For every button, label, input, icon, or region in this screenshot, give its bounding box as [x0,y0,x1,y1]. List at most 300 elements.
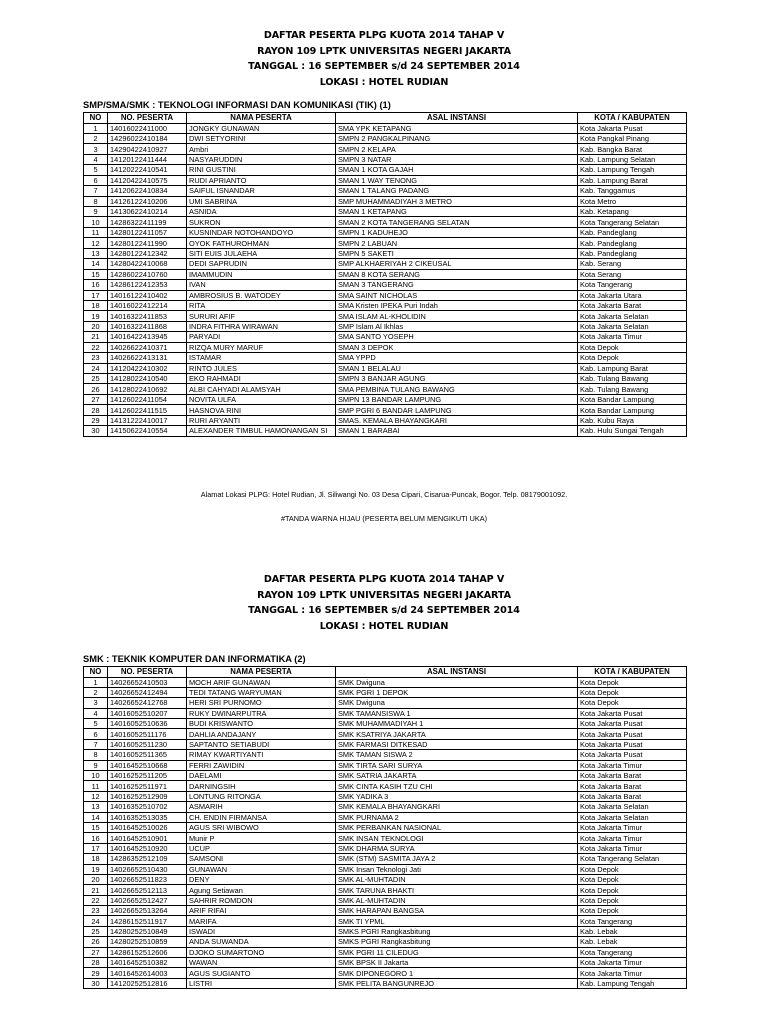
cell-kota: Kab. Kubu Raya [578,415,687,425]
cell-kota: Kota Depok [578,342,687,352]
table-header-row [84,667,687,678]
cell-no-peserta: 14026652512113 [108,885,187,895]
cell-kota: Kota Jakarta Selatan [578,812,687,822]
cell-kota: Kota Depok [578,687,687,697]
cell-no: 17 [84,843,108,853]
cell-instansi: SMK TI YPML [336,916,578,926]
cell-kota: Kota Jakarta Utara [578,290,687,300]
cell-instansi: SMK TAMAN SISWA 2 [336,750,578,760]
cell-kota: Kota Tangerang Selatan [578,854,687,864]
cell-kota: Kota Tangerang [578,280,687,290]
cell-kota: Kota Jakarta Timur [578,833,687,843]
cell-no: 7 [84,739,108,749]
cell-kota: Kota Jakarta Timur [578,958,687,968]
cell-kota: Kota Serang [578,269,687,279]
cell-instansi: SMAN 1 KETAPANG [336,207,578,217]
cell-nama: ANDA SUWANDA [187,937,336,947]
section1-rayon: RAYON 109 LPTK UNIVERSITAS NEGERI JAKARTA [257,45,511,57]
table-row [84,300,687,310]
table-row [84,207,687,217]
cell-no-peserta: 14120422410302 [108,363,187,373]
cell-no-peserta: 14120252512816 [108,978,187,988]
cell-kota: Kota Pangkal Pinang [578,133,687,143]
table-row [84,363,687,373]
cell-kota: Kota Jakarta Pusat [578,750,687,760]
cell-nama: SAHRIR ROMDON [187,895,336,905]
cell-no: 27 [84,947,108,957]
cell-no: 9 [84,760,108,770]
cell-kota: Kab. Bangka Barat [578,144,687,154]
cell-kota: Kab. Lampung Tengah [578,978,687,988]
table-row [84,321,687,331]
cell-nama: DAELAMI [187,771,336,781]
cell-no: 24 [84,363,108,373]
cell-nama: Ambri [187,144,336,154]
cell-instansi: SMK PGRI 11 CILEDUG [336,947,578,957]
cell-instansi: SMAN 8 KOTA SERANG [336,269,578,279]
cell-no-peserta: 14280122412342 [108,248,187,258]
cell-instansi: SMK MUHAMMADIYAH 1 [336,719,578,729]
cell-no-peserta: 14016322411853 [108,311,187,321]
cell-no: 25 [84,374,108,384]
cell-no: 20 [84,321,108,331]
table-row [84,719,687,729]
cell-no: 11 [84,781,108,791]
cell-kota: Kota Jakarta Pusat [578,123,687,133]
cell-nama: AMBROSIUS B. WATODEY [187,290,336,300]
cell-no: 17 [84,290,108,300]
cell-no: 29 [84,968,108,978]
col-header-kota: KOTA / KABUPATEN [578,113,687,124]
cell-kota: Kab. Lampung Barat [578,363,687,373]
cell-no-peserta: 14016052510207 [108,708,187,718]
cell-kota: Kota Depok [578,353,687,363]
cell-no-peserta: 14026652412494 [108,687,187,697]
cell-no: 8 [84,196,108,206]
cell-kota: Kota Jakarta Barat [578,781,687,791]
table-row [84,342,687,352]
cell-nama: ALBI CAHYADI ALAMSYAH [187,384,336,394]
cell-nama: RUKY DWINARPUTRA [187,708,336,718]
cell-kota: Kab. Tulang Bawang [578,374,687,384]
cell-nama: DARNINGSIH [187,781,336,791]
section1-subtitle: SMP/SMA/SMK : TEKNOLOGI INFORMASI DAN KOMUNIKASI (TIK) (1) [83,100,391,110]
cell-nama: DJOKO SUMARTONO [187,947,336,957]
cell-instansi: SMK DHARMA SURYA [336,843,578,853]
cell-no-peserta: 14296022410184 [108,133,187,143]
col-header-no: NO [84,667,108,678]
table-row [84,394,687,404]
cell-instansi: SMPN 13 BANDAR LAMPUNG [336,394,578,404]
cell-nama: HASNOVA RINI [187,405,336,415]
cell-no-peserta: 14016452510026 [108,822,187,832]
cell-instansi: SMK INSAN TEKNOLOGI [336,833,578,843]
cell-no-peserta: 14016052511176 [108,729,187,739]
cell-no-peserta: 14286322411199 [108,217,187,227]
cell-kota: Kota Depok [578,885,687,895]
cell-nama: DWI SETYORINI [187,133,336,143]
cell-no-peserta: 14126022411515 [108,405,187,415]
cell-no-peserta: 14280422410068 [108,259,187,269]
cell-no-peserta: 14026622413131 [108,353,187,363]
cell-no-peserta: 14016452614003 [108,968,187,978]
cell-kota: Kota Bandar Lampung [578,394,687,404]
table-row [84,802,687,812]
cell-kota: Kab. Lebak [578,937,687,947]
cell-kota: Kab. Lampung Barat [578,175,687,185]
col-header-no: NO [84,113,108,124]
cell-no: 16 [84,280,108,290]
cell-instansi: SMA ISLAM AL-KHOLIDIN [336,311,578,321]
section2-location: LOKASI : HOTEL RUDIAN [319,620,449,632]
cell-no: 14 [84,812,108,822]
col-header-no-peserta: NO. PESERTA [108,667,187,678]
cell-no: 6 [84,729,108,739]
cell-no-peserta: 14126122410206 [108,196,187,206]
cell-no-peserta: 14016252511205 [108,771,187,781]
cell-no: 23 [84,353,108,363]
cell-instansi: SMAN 1 BELALAU [336,363,578,373]
table-row [84,238,687,248]
cell-no: 9 [84,207,108,217]
section1-table [83,112,687,437]
cell-no-peserta: 14016052511230 [108,739,187,749]
cell-no: 30 [84,978,108,988]
cell-kota: Kota Jakarta Timur [578,760,687,770]
cell-instansi: SMK TAMANSISWA 1 [336,708,578,718]
cell-instansi: SMK TARUNA BHAKTI [336,885,578,895]
cell-no: 5 [84,165,108,175]
legend-note: #TANDA WARNA HIJAU (PESERTA BELUM MENGIKUTI UKA) [280,514,488,523]
cell-nama: Agung Setiawan [187,885,336,895]
cell-no: 1 [84,677,108,687]
cell-kota: Kota Jakarta Timur [578,822,687,832]
cell-instansi: SMA PEMBINA TULANG BAWANG [336,384,578,394]
cell-no: 16 [84,833,108,843]
cell-instansi: SMAN 2 KOTA TANGERANG SELATAN [336,217,578,227]
cell-instansi: SMA Kristen IPEKA Puri Indah [336,300,578,310]
cell-no: 4 [84,708,108,718]
cell-no-peserta: 14286122412353 [108,280,187,290]
cell-kota: Kota Jakarta Selatan [578,311,687,321]
cell-no-peserta: 14286152511917 [108,916,187,926]
cell-nama: ASMARIH [187,802,336,812]
cell-nama: RIZQA MURY MARUF [187,342,336,352]
cell-nama: CH. ENDIN FIRMANSA [187,812,336,822]
cell-instansi: SMAN 1 BARABAI [336,426,578,436]
cell-no: 10 [84,217,108,227]
cell-nama: SURURI AFIF [187,311,336,321]
cell-no-peserta: 14286352512109 [108,854,187,864]
cell-no-peserta: 14286022410760 [108,269,187,279]
cell-no-peserta: 14016052510636 [108,719,187,729]
cell-kota: Kota Depok [578,677,687,687]
table-row [84,426,687,436]
table-row [84,771,687,781]
cell-nama: MOCH ARIF GUNAWAN [187,677,336,687]
cell-kota: Kota Tangerang [578,916,687,926]
cell-no-peserta: 14026652510430 [108,864,187,874]
cell-instansi: SMK AL-MUHTADIN [336,895,578,905]
cell-kota: Kab. Pandeglang [578,238,687,248]
cell-kota: Kota Jakarta Barat [578,300,687,310]
cell-kota: Kab. Tulang Bawang [578,384,687,394]
cell-no-peserta: 14026622410371 [108,342,187,352]
table-row [84,906,687,916]
table-row [84,259,687,269]
cell-instansi: SMK FARMASI DITKESAD [336,739,578,749]
table-row [84,895,687,905]
cell-no-peserta: 14290422410927 [108,144,187,154]
cell-instansi: SMK PGRI 1 DEPOK [336,687,578,697]
cell-nama: NASYARUDDIN [187,154,336,164]
section2-table [83,666,687,989]
cell-no: 28 [84,405,108,415]
cell-instansi: SMA SAINT NICHOLAS [336,290,578,300]
cell-instansi: SMAN 1 TALANG PADANG [336,186,578,196]
cell-no-peserta: 14016452510668 [108,760,187,770]
cell-nama: ALEXANDER TIMBUL HAMONANGAN SI [187,426,336,436]
section1-title: DAFTAR PESERTA PLPG KUOTA 2014 TAHAP V [263,30,505,41]
cell-kota: Kota Tangerang Selatan [578,217,687,227]
cell-no-peserta: 14026652410503 [108,677,187,687]
table-row [84,854,687,864]
cell-no-peserta: 14280252510849 [108,926,187,936]
cell-instansi: SMAN 1 KOTA GAJAH [336,165,578,175]
cell-no-peserta: 14016452510901 [108,833,187,843]
cell-nama: SAMSONI [187,854,336,864]
cell-kota: Kota Metro [578,196,687,206]
table-row [84,885,687,895]
cell-nama: RINI GUSTINI [187,165,336,175]
table-row [84,269,687,279]
table-row [84,833,687,843]
cell-nama: MARIFA [187,916,336,926]
cell-no: 14 [84,259,108,269]
cell-instansi: SMKS PGRI Rangkasbitung [336,937,578,947]
section2-header [0,572,768,634]
table-row [84,926,687,936]
table-row [84,217,687,227]
table-row [84,290,687,300]
cell-no: 11 [84,227,108,237]
cell-instansi: SMA YPPD [336,353,578,363]
cell-instansi: SMK (STM) SASMITA JAYA 2 [336,854,578,864]
cell-instansi: SMK AL-MUHTADIN [336,874,578,884]
cell-no: 23 [84,906,108,916]
cell-kota: Kota Tangerang [578,947,687,957]
cell-nama: Munir P [187,833,336,843]
table-row [84,154,687,164]
cell-kota: Kota Bandar Lampung [578,405,687,415]
table-row [84,311,687,321]
cell-nama: PARYADI [187,332,336,342]
cell-instansi: SMPN 2 KELAPA [336,144,578,154]
cell-no-peserta: 14016352513035 [108,812,187,822]
cell-nama: RURI ARYANTI [187,415,336,425]
cell-instansi: SMPN 3 BANJAR AGUNG [336,374,578,384]
cell-nama: ASNIDA [187,207,336,217]
table-row [84,144,687,154]
cell-kota: Kota Jakarta Timur [578,332,687,342]
table-row [84,248,687,258]
cell-instansi: SMAN 3 DEPOK [336,342,578,352]
table-row [84,708,687,718]
cell-instansi: SMAS. KEMALA BHAYANGKARI [336,415,578,425]
cell-nama: WAWAN [187,958,336,968]
cell-instansi: SMPN 5 SAKETI [336,248,578,258]
cell-no: 13 [84,248,108,258]
cell-no-peserta: 14026652513264 [108,906,187,916]
cell-kota: Kab. Lebak [578,926,687,936]
cell-nama: TEDI TATANG WARYUMAN [187,687,336,697]
cell-instansi: SMKS PGRI Rangkasbitung [336,926,578,936]
cell-nama: HERI SRI PURNOMO [187,698,336,708]
cell-no: 21 [84,332,108,342]
cell-kota: Kota Depok [578,698,687,708]
cell-kota: Kota Jakarta Pusat [578,719,687,729]
cell-instansi: SMK PERBANKAN NASIONAL [336,822,578,832]
cell-no-peserta: 14131222410017 [108,415,187,425]
cell-no-peserta: 14026652412768 [108,698,187,708]
cell-instansi: SMK SATRIA JAKARTA [336,771,578,781]
table-row [84,175,687,185]
table-row [84,781,687,791]
cell-instansi: SMK HARAPAN BANGSA [336,906,578,916]
cell-no-peserta: 14128022410692 [108,384,187,394]
cell-instansi: SMA SANTO YOSEPH [336,332,578,342]
cell-kota: Kota Jakarta Barat [578,771,687,781]
cell-no: 18 [84,854,108,864]
cell-no-peserta: 14150622410554 [108,426,187,436]
cell-no-peserta: 14120422410575 [108,175,187,185]
section2-rayon: RAYON 109 LPTK UNIVERSITAS NEGERI JAKARTA [257,589,511,601]
cell-no-peserta: 14016122410402 [108,290,187,300]
table-row [84,677,687,687]
cell-nama: BUDI KRISWANTO [187,719,336,729]
cell-kota: Kota Jakarta Barat [578,791,687,801]
cell-no: 18 [84,300,108,310]
cell-no: 20 [84,874,108,884]
cell-instansi: SMK KSATRIYA JAKARTA [336,729,578,739]
cell-nama: RUDI APRIANTO [187,175,336,185]
cell-kota: Kota Depok [578,864,687,874]
table-row [84,384,687,394]
table-row [84,186,687,196]
cell-instansi: SMP Islam Al Ikhlas [336,321,578,331]
cell-kota: Kota Jakarta Selatan [578,802,687,812]
cell-nama: ARIF RIFAI [187,906,336,916]
cell-no: 24 [84,916,108,926]
cell-nama: SAPTANTO SETIABUDI [187,739,336,749]
table-row [84,165,687,175]
table-row [84,822,687,832]
cell-nama: RITA [187,300,336,310]
cell-instansi: SMPN 1 KADUHEJO [336,227,578,237]
cell-instansi: SMAN 3 TANGERANG [336,280,578,290]
cell-nama: UCUP [187,843,336,853]
cell-no-peserta: 14120622410834 [108,186,187,196]
cell-kota: Kota Jakarta Selatan [578,321,687,331]
cell-no: 15 [84,269,108,279]
cell-instansi: SMAN 1 WAY TENONG [336,175,578,185]
section2-subtitle: SMK : TEKNIK KOMPUTER DAN INFORMATIKA (2) [83,654,306,664]
table-row [84,687,687,697]
cell-no-peserta: 14016452510920 [108,843,187,853]
cell-nama: KUSNINDAR NOTOHANDOYO [187,227,336,237]
cell-nama: DEDI SAPRUDIN [187,259,336,269]
table-row [84,196,687,206]
cell-nama: OYOK FATHUROHMAN [187,238,336,248]
cell-nama: FERRI ZAWIDIN [187,760,336,770]
cell-instansi: SMK BPSK II Jakarta [336,958,578,968]
col-header-nama: NAMA PESERTA [187,667,336,678]
cell-kota: Kab. Serang [578,259,687,269]
table-row [84,123,687,133]
section1-date: TANGGAL : 16 SEPTEMBER s/d 24 SEPTEMBER 2014 [248,61,520,73]
section1-header [0,28,768,90]
table-row [84,864,687,874]
cell-instansi: SMK KEMALA BHAYANGKARI [336,802,578,812]
cell-nama: JONGKY GUNAWAN [187,123,336,133]
cell-instansi: SMK Insan Teknologi Jati [336,864,578,874]
cell-no-peserta: 14026652511823 [108,874,187,884]
cell-no: 8 [84,750,108,760]
table-row [84,133,687,143]
cell-no-peserta: 14016052511365 [108,750,187,760]
cell-no: 3 [84,698,108,708]
table-row [84,280,687,290]
cell-nama: NOVITA ULFA [187,394,336,404]
cell-no: 1 [84,123,108,133]
cell-no-peserta: 14016252512909 [108,791,187,801]
section2-title: DAFTAR PESERTA PLPG KUOTA 2014 TAHAP V [263,574,505,585]
section2-date: TANGGAL : 16 SEPTEMBER s/d 24 SEPTEMBER 2014 [248,605,520,617]
cell-no-peserta: 14016022412214 [108,300,187,310]
cell-instansi: SMPN 3 NATAR [336,154,578,164]
cell-instansi: SMK Dwiguna [336,698,578,708]
table-row [84,843,687,853]
cell-nama: AGUS SRI WIBOWO [187,822,336,832]
cell-instansi: SMK YADIKA 3 [336,791,578,801]
cell-kota: Kab. Pandeglang [578,248,687,258]
table-row [84,916,687,926]
cell-nama: RINTO JULES [187,363,336,373]
cell-no-peserta: 14130622410214 [108,207,187,217]
cell-nama: SUKRON [187,217,336,227]
cell-no: 5 [84,719,108,729]
cell-no: 25 [84,926,108,936]
table-row [84,968,687,978]
cell-no: 19 [84,864,108,874]
cell-instansi: SMP MUHAMMADIYAH 3 METRO [336,196,578,206]
cell-no: 13 [84,802,108,812]
cell-nama: IVAN [187,280,336,290]
table-row [84,332,687,342]
cell-kota: Kab. Lampung Tengah [578,165,687,175]
table-row [84,729,687,739]
table-row [84,937,687,947]
cell-nama: LONTUNG RITONGA [187,791,336,801]
cell-nama: ISTAMAR [187,353,336,363]
table-row [84,958,687,968]
cell-no-peserta: 14120222410541 [108,165,187,175]
cell-instansi: SMK Dwiguna [336,677,578,687]
cell-kota: Kab. Tanggamus [578,186,687,196]
cell-instansi: SMPN 2 PANGKALPINANG [336,133,578,143]
col-header-kota: KOTA / KABUPATEN [578,667,687,678]
cell-kota: Kota Depok [578,874,687,884]
